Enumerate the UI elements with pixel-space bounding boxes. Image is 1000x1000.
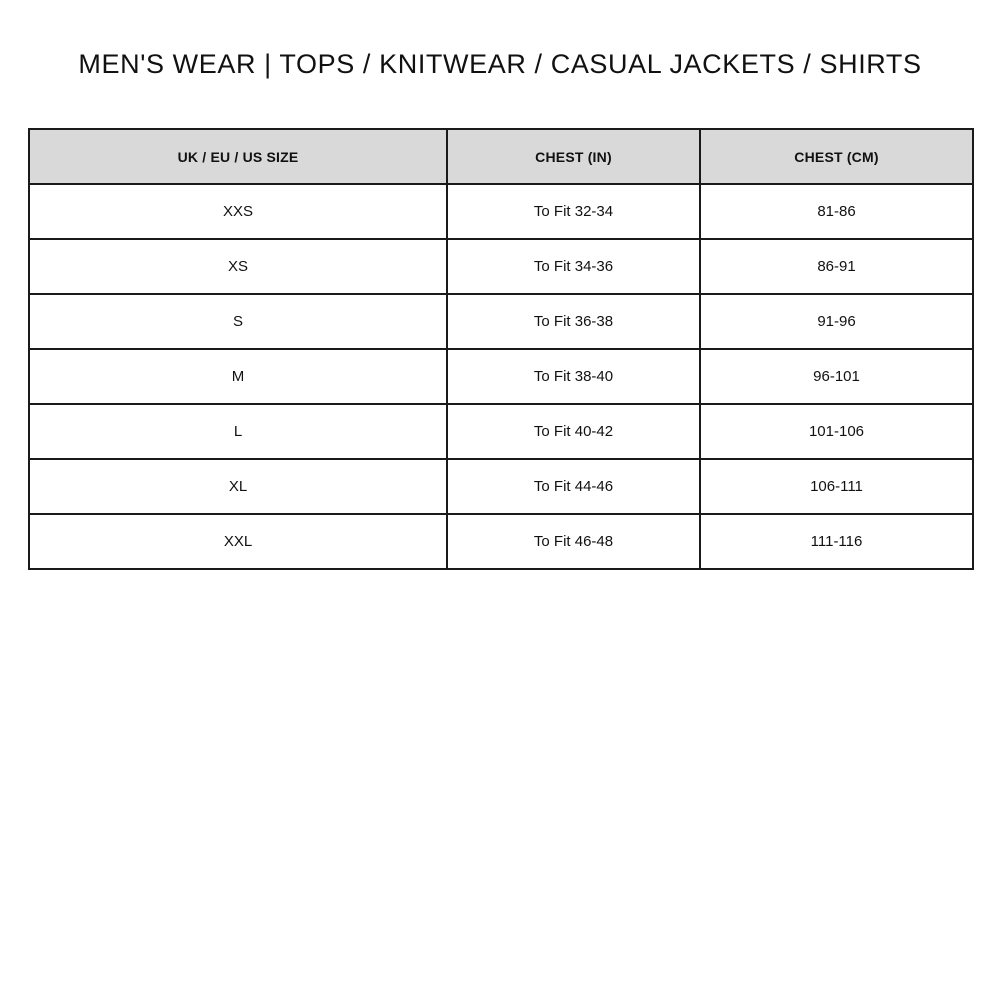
header-size: UK / EU / US SIZE [29, 129, 447, 184]
size-cell: XS [29, 239, 447, 294]
size-cell: XXS [29, 184, 447, 239]
chest-cm-cell: 91-96 [700, 294, 973, 349]
table-row [29, 349, 973, 404]
table-body [29, 184, 973, 569]
size-chart-table [28, 128, 974, 570]
chest-cm-cell: 81-86 [700, 184, 973, 239]
table-row [29, 404, 973, 459]
chest-cm-cell: 106-111 [700, 459, 973, 514]
chest-in-cell: To Fit 34-36 [447, 239, 700, 294]
chest-cm-cell: 86-91 [700, 239, 973, 294]
size-cell: XXL [29, 514, 447, 569]
chest-cm-cell: 101-106 [700, 404, 973, 459]
chest-cm-cell: 111-116 [700, 514, 973, 569]
size-cell: L [29, 404, 447, 459]
chest-in-cell: To Fit 40-42 [447, 404, 700, 459]
size-cell: M [29, 349, 447, 404]
table-row [29, 459, 973, 514]
size-cell: S [29, 294, 447, 349]
table-row [29, 239, 973, 294]
chest-in-cell: To Fit 38-40 [447, 349, 700, 404]
chest-in-cell: To Fit 46-48 [447, 514, 700, 569]
table-row [29, 294, 973, 349]
table-row [29, 514, 973, 569]
header-row [29, 129, 973, 184]
header-chest-in: CHEST (IN) [447, 129, 700, 184]
chest-in-cell: To Fit 44-46 [447, 459, 700, 514]
chest-in-cell: To Fit 32-34 [447, 184, 700, 239]
chest-cm-cell: 96-101 [700, 349, 973, 404]
chest-in-cell: To Fit 36-38 [447, 294, 700, 349]
table-header [29, 129, 973, 184]
table-row [29, 184, 973, 239]
page-title: MEN'S WEAR | TOPS / KNITWEAR / CASUAL JACKETS / SHIRTS [78, 49, 922, 79]
header-chest-cm: CHEST (CM) [700, 129, 973, 184]
size-cell: XL [29, 459, 447, 514]
